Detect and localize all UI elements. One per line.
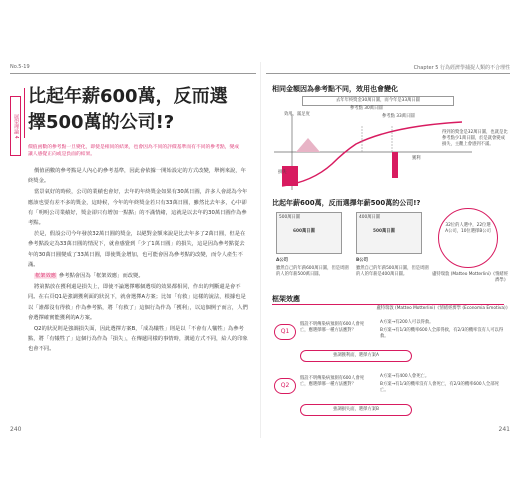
research-credit: 盧特瑞敦 (Matteo Motterlini)《情緒經濟學》 bbox=[432, 272, 508, 283]
q1-option-a: A方案→有200人可以得救。 bbox=[380, 320, 434, 325]
loss-label: 損失 bbox=[278, 170, 287, 175]
q1-question: 假設不明傳染病預測有600人會死亡，應選擇哪一種方法應對？ bbox=[300, 322, 365, 333]
page-number-left: 240 bbox=[10, 426, 22, 433]
ref-after-label: 參考點 33萬日圓 bbox=[382, 114, 415, 119]
company-b-group: 400萬日圓 500萬日圓 bbox=[356, 212, 422, 254]
q2-option-a: A方案→有400人會死亡。 bbox=[380, 374, 430, 379]
company-a-desc: 雖然自己的年薪600萬日圓，但是周圍的人的年薪500萬日圓。 bbox=[276, 266, 349, 277]
q2-option-b: B方案→有1/3的機率沒有人會死亡，有2/3的機率600人全部死亡。 bbox=[380, 382, 499, 393]
chapter-tab: 展望理論 4 bbox=[10, 96, 21, 156]
section-title-framing: 框架效應 bbox=[272, 295, 300, 303]
company-a-label: A公司 bbox=[276, 258, 288, 263]
q1-option-b: B方案→有1/3的機率600人全部得救，有2/3的機率沒有人可以得救。 bbox=[380, 328, 504, 339]
left-page bbox=[6, 62, 261, 438]
q1-badge: Q1 bbox=[274, 324, 296, 340]
highlight-term: 框架效應 bbox=[35, 273, 57, 280]
q1-result: 強調獲利面，選擇方案A bbox=[300, 350, 412, 362]
paragraph: Q2的狀況則是強調損失面，因此選擇方案B，「成為犧牲」則是以「不會有人犧牲」為參考點，將「有犧牲了」這個行為作為「損失」，在傳遞同樣的事情時，溝通方式不同，給人的印象也會不同。 bbox=[28, 326, 248, 353]
header-rule bbox=[10, 73, 256, 74]
q2-result: 強調損失面，選擇方案B bbox=[300, 404, 412, 416]
paragraph: 框架效應 參考點會因為「框架效應」而改變。 bbox=[35, 273, 144, 280]
page-title: 比起年薪600萬，反而選擇500萬的公司!? bbox=[28, 86, 228, 133]
paragraph: 當景氣好的時候，公司的業績也會好，去年的年終獎金如果有30萬日圓，許多人會認為今年應該也要有差不多的獎金，這時候，今年的年終獎金若只有33萬日圓，雖然比去年多，心中卻有「明明公司業績好，獎金卻只有增加一點點」的不滿情緒，這就是以去年的30萬日圓作為參考點。 bbox=[28, 189, 248, 227]
section-rule bbox=[272, 304, 504, 305]
lead-text: 價值函數的參考點一旦變化，即使是相同的結果，也會因為不同的評價基準而有不同的參考點，變成讓人感覺正向或是負面的結果。 bbox=[28, 145, 240, 157]
company-a-group: 500萬日圓 600萬日圓 bbox=[276, 212, 342, 254]
company-b-desc: 雖然自己的年薪500萬日圓，但是周圍的人的年薪是400萬日圓。 bbox=[356, 266, 429, 277]
right-page bbox=[262, 62, 514, 438]
section-title-utility: 相同金額因為參考點不同，效用也會變化 bbox=[272, 85, 398, 93]
company-b-center: 500萬日圓 bbox=[373, 229, 395, 234]
gain-label: 獲利 bbox=[412, 156, 421, 161]
ref-before-label: 參考點 30萬日圓 bbox=[350, 106, 383, 111]
company-b-label: B公司 bbox=[356, 258, 368, 263]
company-a-center: 600萬日圓 bbox=[293, 229, 315, 234]
page-number-right: 241 bbox=[498, 426, 510, 433]
body-text bbox=[28, 166, 248, 356]
q2-question: 假設不明傳染病預測有600人會死亡，應選擇哪一種方法應對？ bbox=[300, 376, 365, 387]
result-circle: 32位的人選中，22位選A公司，10位選擇B公司 bbox=[438, 208, 498, 268]
page-header-right: Chapter 5 行為經濟學捕捉人類的不合理性 bbox=[413, 65, 510, 71]
framing-credit: 盧特瑞敦 (Matteo Motterlini)《情緒經濟學 (Economia Emotiva)》 bbox=[376, 306, 510, 311]
q2-badge: Q2 bbox=[274, 378, 296, 394]
graph-note: 得到的獎金是32萬日圓，也就是比參考點少1萬日圓，於是就會變成損失，主觀上會感到不滿。 bbox=[442, 130, 508, 147]
utility-label: 效用、滿足度 bbox=[284, 112, 310, 117]
title-accent-bar bbox=[24, 88, 25, 138]
paragraph: 將第點放在獲利還是損失上，即使不論選擇哪個選項的效果都相同，作出的判斷還是會不同。在右頁Q1是強調獲利面的狀況下，就會選擇A方案；比如「有救」這樣的說法，根據也是以「誰都沒有得救」作為參考點，將「有救了」這個行為作為「獲利」，以這個例子而言，人們會選擇確實能獲利的A方案。 bbox=[28, 284, 248, 321]
page-header-left: No.5-19 bbox=[10, 64, 30, 70]
paragraph: 於是，假設公司今年發放32萬日圓的獎金，以絕對金額來說是比去年多了2萬日圓，但是在參考點設定為33萬日圓的情況下，就會感覺到「少了1萬日圓」的損失，這是因為參考點從去年的30萬日圓變成了33萬日圓，即使獎金增加，也可能會因為參考點的改變，而令人產生不滿。 bbox=[28, 231, 246, 268]
header-rule bbox=[266, 73, 510, 74]
book-spread bbox=[6, 62, 514, 438]
section-title-salary: 比起年薪600萬，反而選擇年薪500萬的公司!? bbox=[272, 199, 421, 207]
subtitle-box: 去年年終獎金30萬日圓，而今年是33萬日圓 bbox=[302, 96, 454, 106]
paragraph: 價值函數的參考點是人內心的參考基準，因此會依據一開始設定的方式改變，舉例來說，年終獎金。 bbox=[28, 168, 246, 185]
